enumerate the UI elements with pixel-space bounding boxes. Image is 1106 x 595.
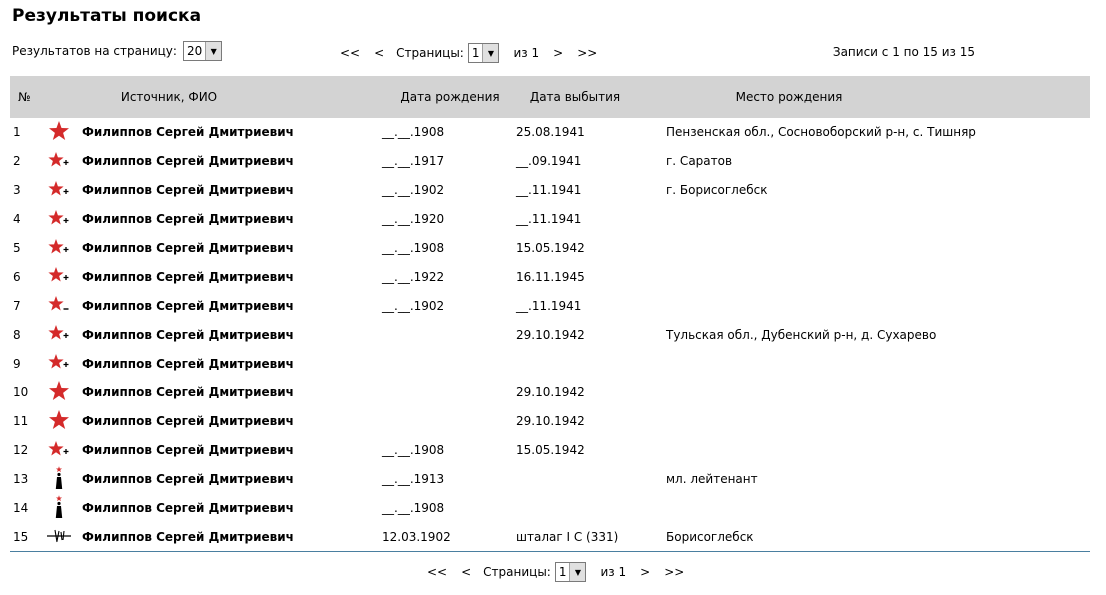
birth-date-cell: __.__.1920 [382,212,445,227]
leave-date-cell [508,465,658,494]
birth-place-cell [658,349,1090,378]
source-type-cell [38,378,80,407]
results-body [10,118,1090,552]
star-minus-icon [48,294,70,317]
birth-place-cell: г. Борисоглебск [666,183,768,198]
per-page-select[interactable] [183,41,222,61]
star-plus-icon [48,323,70,346]
person-name-link[interactable]: Филиппов Сергей Дмитриевич [82,298,294,313]
source-type-cell [38,349,80,378]
source-type-cell [38,436,80,465]
source-type-cell [38,522,80,551]
table-row[interactable] [10,436,1090,465]
table-row[interactable] [10,407,1090,436]
big-star-icon [48,409,70,434]
leave-date-cell: 29.10.1942 [516,385,585,400]
person-name-link[interactable]: Филиппов Сергей Дмитриевич [82,212,294,227]
birth-date-cell: __.__.1917 [382,154,445,169]
prev-page-link[interactable]: < [374,46,385,60]
birth-date-cell: __.__.1908 [382,125,445,140]
birth-place-cell [658,494,1090,523]
birth-date-cell: __.__.1902 [382,298,445,313]
birth-place-cell [658,407,1090,436]
page-select-value: 1 [471,46,480,60]
table-header-row [10,76,1090,118]
table-row[interactable] [10,147,1090,176]
source-type-cell [38,465,80,494]
birth-date-cell [370,407,508,436]
leave-date-cell: 16.11.1945 [516,269,585,284]
source-type-cell [38,147,80,176]
chevron-down-icon: ▼ [205,42,221,60]
leave-date-cell: __.11.1941 [516,298,582,313]
leave-date-cell [508,494,658,523]
source-type-cell [38,291,80,320]
results-toolbar [12,41,1092,65]
table-row[interactable] [10,262,1090,291]
page-select[interactable] [555,562,587,582]
leave-date-cell: 15.05.1942 [516,443,585,458]
page-count-label: из 1 [513,46,540,60]
source-type-cell [38,205,80,234]
leave-date-cell: 15.05.1942 [516,241,585,255]
star-plus-icon [48,237,70,260]
per-page-control [12,41,222,61]
chevron-down-icon: ▼ [482,44,498,62]
row-number: 7 [13,298,21,313]
leave-date-cell: шталаг I C (331) [508,522,658,551]
birth-place-cell [658,291,1090,320]
page-select[interactable] [468,43,500,63]
person-name-link[interactable]: Филиппов Сергей Дмитриевич [80,522,370,551]
pages-label: Страницы: [483,565,551,579]
table-row[interactable] [10,118,1090,147]
row-number: 11 [13,414,29,429]
row-number: 1 [13,125,21,140]
birth-date-cell [370,320,508,349]
row-number: 14 [13,501,29,516]
birth-date-cell: __.__.1902 [382,183,445,198]
row-number: 4 [13,212,21,227]
per-page-label: Результатов на страницу: [12,44,177,58]
header-birth-place[interactable]: Место рождения [658,76,1090,118]
first-page-link[interactable]: << [427,565,448,579]
birth-place-cell [658,234,1090,263]
row-number: 13 [13,472,29,487]
results-table [10,76,1090,552]
soldier-icon [53,466,65,493]
header-leave-date[interactable]: Дата выбытия [508,76,658,118]
row-number: 5 [13,241,21,255]
row-number: 10 [13,385,29,400]
birth-date-cell: __.__.1908 [382,241,445,255]
leave-date-cell: __.11.1941 [516,183,582,198]
star-plus-icon [48,352,70,375]
last-page-link[interactable]: >> [577,46,598,60]
row-number: 12 [13,443,29,458]
pages-label: Страницы: [396,46,464,60]
leave-date-cell: __.11.1941 [516,212,582,227]
birth-place-cell: г. Саратов [666,154,733,169]
person-name-link[interactable]: Филиппов Сергей Дмитриевич [82,356,294,371]
row-number: 2 [13,154,21,169]
person-name-link[interactable]: Филиппов Сергей Дмитриевич [82,269,294,284]
person-name-link[interactable]: Филиппов Сергей Дмитриевич [82,385,294,400]
row-number: 3 [13,183,21,198]
big-star-icon [48,120,70,145]
birth-date-cell: __.__.1908 [382,501,445,516]
person-name-link[interactable]: Филиппов Сергей Дмитриевич [82,443,294,458]
birth-place-cell: мл. лейтенант [666,472,758,487]
person-name-link[interactable]: Филиппов Сергей Дмитриевич [82,501,294,516]
person-name-link[interactable]: Филиппов Сергей Дмитриевич [82,125,294,140]
leave-date-cell: 25.08.1941 [516,125,585,140]
leave-date-cell [508,349,658,378]
chevron-down-icon: ▼ [569,563,585,581]
table-row[interactable] [10,522,1090,551]
birth-place-cell [658,436,1090,465]
row-number: 9 [13,356,21,371]
star-plus-icon [48,179,70,202]
first-page-link[interactable]: << [340,46,361,60]
last-page-link[interactable]: >> [664,565,685,579]
person-name-link[interactable]: Филиппов Сергей Дмитриевич [82,154,294,169]
prev-page-link[interactable]: < [461,565,472,579]
source-type-cell [38,176,80,205]
birth-date-cell [370,349,508,378]
top-pager [340,41,597,65]
records-count: Записи с 1 по 15 из 15 [832,45,975,59]
header-num[interactable]: № [10,76,38,118]
row-number: 15 [10,522,38,551]
person-name-link[interactable]: Филиппов Сергей Дмитриевич [82,327,294,342]
page-select-value: 1 [558,565,567,579]
header-birth-date[interactable]: Дата рождения [370,76,508,118]
next-page-link[interactable]: > [640,565,651,579]
birth-place-cell [658,205,1090,234]
birth-date-cell: __.__.1913 [382,472,445,487]
table-row[interactable] [10,494,1090,523]
soldier-icon [53,495,65,522]
table-row[interactable] [10,378,1090,407]
birth-place-cell [658,378,1090,407]
person-name-link[interactable]: Филиппов Сергей Дмитриевич [82,241,294,255]
star-plus-icon [48,208,70,231]
big-star-icon [48,380,70,405]
table-row[interactable] [10,205,1090,234]
person-name-link[interactable]: Филиппов Сергей Дмитриевич [82,414,294,429]
leave-date-cell: 29.10.1942 [516,327,585,342]
page-title: Результаты поиска [12,6,202,26]
birth-place-cell: Пензенская обл., Сосновоборский р-н, с. Тишняр [666,125,976,140]
birth-date-cell: __.__.1922 [382,269,445,284]
birth-date-cell: 12.03.1902 [370,522,508,551]
birth-place-cell: Борисоглебск [658,522,1090,551]
star-plus-icon [48,150,70,173]
header-source-name[interactable]: Источник, ФИО [38,76,370,118]
barbed-wire-icon [46,527,72,546]
source-type-cell [38,262,80,291]
leave-date-cell: 29.10.1942 [516,414,585,429]
table-row[interactable] [10,234,1090,263]
source-type-cell [38,234,80,263]
person-name-link[interactable]: Филиппов Сергей Дмитриевич [82,472,294,487]
page-count-label: из 1 [600,565,627,579]
birth-place-cell [658,262,1090,291]
next-page-link[interactable]: > [553,46,564,60]
table-row[interactable] [10,349,1090,378]
source-type-cell [38,494,80,523]
source-type-cell [38,407,80,436]
table-row[interactable] [10,465,1090,494]
star-plus-icon [48,439,70,462]
table-row[interactable] [10,291,1090,320]
per-page-value: 20 [186,44,203,58]
leave-date-cell: __.09.1941 [516,154,582,169]
source-type-cell [38,118,80,147]
birth-place-cell: Тульская обл., Дубенский р-н, д. Сухарево [666,327,937,342]
table-row[interactable] [10,176,1090,205]
source-type-cell [38,320,80,349]
row-number: 6 [13,269,21,284]
star-plus-icon [48,265,70,288]
birth-date-cell: __.__.1908 [382,443,445,458]
row-number: 8 [13,327,21,342]
bottom-pager [427,562,684,582]
person-name-link[interactable]: Филиппов Сергей Дмитриевич [82,183,294,198]
table-row[interactable] [10,320,1090,349]
birth-date-cell [370,378,508,407]
